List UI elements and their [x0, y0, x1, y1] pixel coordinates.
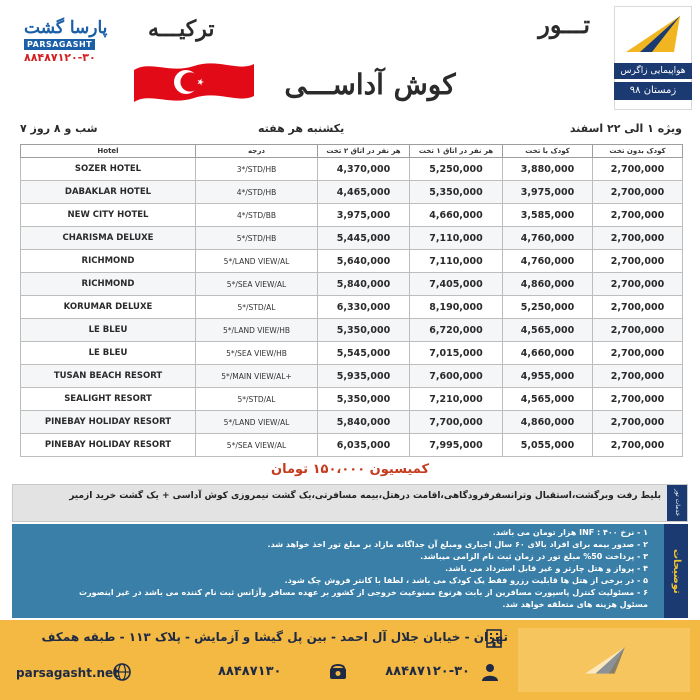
services-tag: خدمات تور	[667, 485, 687, 521]
price-child-nobed: 2,700,000	[593, 342, 683, 365]
hotel-grade: 5*/SEA VIEW/AL	[196, 434, 318, 457]
price-child-bed: 4,760,000	[503, 227, 593, 250]
airline-logo-icon	[580, 644, 630, 678]
table-row	[21, 388, 683, 411]
hotel-grade: 5*/LAND VIEW/AL	[196, 411, 318, 434]
price-double: 5,640,000	[318, 250, 410, 273]
table-row	[21, 158, 683, 181]
notes-tag: توضیحات	[664, 524, 688, 618]
hotel-name: PINEBAY HOLIDAY RESORT	[21, 434, 196, 457]
hotel-name: SEALIGHT RESORT	[21, 388, 196, 411]
price-child-bed: 3,585,000	[503, 204, 593, 227]
price-single: 5,350,000	[410, 181, 503, 204]
price-child-nobed: 2,700,000	[593, 227, 683, 250]
airline-logo-icon	[622, 12, 684, 58]
price-child-bed: 4,565,000	[503, 319, 593, 342]
price-child-nobed: 2,700,000	[593, 158, 683, 181]
price-double: 5,840,000	[318, 411, 410, 434]
table-row	[21, 204, 683, 227]
price-child-nobed: 2,700,000	[593, 319, 683, 342]
price-child-nobed: 2,700,000	[593, 434, 683, 457]
table-header-row	[21, 145, 683, 158]
price-single: 7,110,000	[410, 250, 503, 273]
phone-icon	[328, 662, 348, 682]
price-child-nobed: 2,700,000	[593, 296, 683, 319]
price-double: 5,935,000	[318, 365, 410, 388]
season-label: زمستان ۹۸	[614, 82, 692, 100]
note-item: ۳ - پرداخت 50% مبلغ تور در زمان ثبت نام الزامی میباشد.	[420, 552, 648, 561]
hotel-name: TUSAN BEACH RESORT	[21, 365, 196, 388]
table-row	[21, 227, 683, 250]
table-row	[21, 365, 683, 388]
services-text: بلیط رفت وبرگشت،استقبال وترانسفرفرودگاهی،اقامت درهتل،بیمه مسافرتی،یک گشت نیمروزی کوش آداسی + یک گشت خرید ازمیر	[69, 491, 661, 501]
destination-title: کوش آداســـی	[284, 68, 456, 101]
table-row	[21, 273, 683, 296]
price-single: 7,015,000	[410, 342, 503, 365]
price-child-bed: 4,660,000	[503, 342, 593, 365]
price-child-bed: 4,760,000	[503, 250, 593, 273]
hotel-grade: 5*/LAND VIEW/HB	[196, 319, 318, 342]
price-double: 3,975,000	[318, 204, 410, 227]
airline-name: هواپیمایی زاگرس	[614, 63, 692, 79]
table-row	[21, 411, 683, 434]
tour-info-row	[20, 122, 682, 140]
hotel-name: LE BLEU	[21, 342, 196, 365]
tour-duration: ۷ شب و ۸ روز	[20, 122, 98, 135]
price-single: 5,250,000	[410, 158, 503, 181]
hotel-name: CHARISMA DELUXE	[21, 227, 196, 250]
column-header: Hotel	[21, 145, 196, 158]
price-double: 4,370,000	[318, 158, 410, 181]
hotel-grade: 5*/STD/HB	[196, 227, 318, 250]
price-double: 5,545,000	[318, 342, 410, 365]
price-single: 8,190,000	[410, 296, 503, 319]
agency-sub: PARSAGASHT	[24, 39, 95, 50]
price-double: 5,350,000	[318, 319, 410, 342]
note-item: ۵ - در برخی از هتل ها قابلیت رزرو فقط یک کودک می باشد ، لطفا با کانتر فروش چک شود.	[284, 576, 648, 585]
tour-dates: ویژه ۱ الی ۲۲ اسفند	[569, 122, 682, 135]
header	[0, 0, 700, 118]
price-double: 5,840,000	[318, 273, 410, 296]
footer	[0, 620, 700, 700]
price-double: 4,465,000	[318, 181, 410, 204]
hotel-name: KORUMAR DELUXE	[21, 296, 196, 319]
price-single: 7,600,000	[410, 365, 503, 388]
table-row	[21, 181, 683, 204]
price-single: 6,720,000	[410, 319, 503, 342]
turkey-flag-icon	[130, 56, 258, 108]
price-child-nobed: 2,700,000	[593, 273, 683, 296]
notes-list	[48, 527, 648, 611]
price-double: 6,330,000	[318, 296, 410, 319]
hotel-grade: 4*/STD/BB	[196, 204, 318, 227]
column-header: درجه	[196, 145, 318, 158]
hotel-grade: 5*/SEA VIEW/HB	[196, 342, 318, 365]
price-child-bed: 5,250,000	[503, 296, 593, 319]
price-double: 6,035,000	[318, 434, 410, 457]
country-heading: ترکیـــه	[148, 16, 215, 42]
price-child-bed: 4,565,000	[503, 388, 593, 411]
agency-address: تهران - خیابان جلال آل احمد - بین پل گیشا و آزمایش - پلاک ۱۱۳ - طبقه همکف	[41, 630, 508, 644]
table-row	[21, 296, 683, 319]
departure-day: یکشنبه هر هفته	[258, 122, 345, 135]
commission-label: کمیسیون ۱۵۰،۰۰۰ تومان	[270, 462, 430, 477]
price-child-bed: 5,055,000	[503, 434, 593, 457]
price-child-bed: 3,880,000	[503, 158, 593, 181]
agency-logo	[10, 8, 110, 64]
price-single: 7,110,000	[410, 227, 503, 250]
price-single: 7,700,000	[410, 411, 503, 434]
price-single: 7,995,000	[410, 434, 503, 457]
hotel-name: RICHMOND	[21, 273, 196, 296]
hotel-grade: 5*/SEA VIEW/AL	[196, 273, 318, 296]
column-header: هر نفر در اتاق ۱ تخت	[410, 145, 503, 158]
agency-phone: ۸۸۴۸۷۱۲۰-۳۰	[24, 51, 96, 64]
note-item: ۱ - نرخ INF : ۴۰۰ هزار تومان می باشد.	[492, 528, 648, 537]
footer-logo-box	[518, 628, 690, 692]
column-header: کودک با تخت	[503, 145, 593, 158]
hotel-name: LE BLEU	[21, 319, 196, 342]
notes-section	[12, 524, 688, 618]
table-row	[21, 342, 683, 365]
phone-number[interactable]: ۸۸۴۸۷۱۲۰-۳۰	[385, 664, 470, 679]
hotel-name: SOZER HOTEL	[21, 158, 196, 181]
price-double: 5,350,000	[318, 388, 410, 411]
hotel-grade: 5*/STD/AL	[196, 388, 318, 411]
price-child-bed: 4,860,000	[503, 273, 593, 296]
price-child-nobed: 2,700,000	[593, 411, 683, 434]
table-body	[21, 158, 683, 457]
hotel-name: DABAKLAR HOTEL	[21, 181, 196, 204]
note-item: مسئول هزینه های متعلقه خواهد شد.	[502, 600, 648, 609]
alt-phone-number[interactable]: ۸۸۴۸۷۱۳۰	[218, 664, 282, 679]
price-child-nobed: 2,700,000	[593, 250, 683, 273]
column-header: کودک بدون تخت	[593, 145, 683, 158]
services-section	[12, 484, 688, 522]
price-child-nobed: 2,700,000	[593, 204, 683, 227]
note-item: ۶ - مسئولیت کنترل پاسپورت مسافرین از بابت هرنوع ممنوعیت خروجی از کشور بر عهده مسافر وآژانس ثبت نام کننده می باشد در غیر اینصورت	[79, 588, 648, 597]
price-single: 7,405,000	[410, 273, 503, 296]
agency-name: پارسا گشت	[24, 18, 108, 38]
price-single: 4,660,000	[410, 204, 503, 227]
hotel-grade: 5*/STD/AL	[196, 296, 318, 319]
price-single: 7,210,000	[410, 388, 503, 411]
website-link[interactable]: parsagasht.net	[16, 666, 119, 680]
hotel-name: RICHMOND	[21, 250, 196, 273]
hotel-name: NEW CITY HOTEL	[21, 204, 196, 227]
note-item: ۴ - پرواز و هتل چارتر و غیر قابل استرداد می باشد.	[445, 564, 648, 573]
price-double: 5,445,000	[318, 227, 410, 250]
hotel-grade: 3*/STD/HB	[196, 158, 318, 181]
table-row	[21, 434, 683, 457]
hotel-grade: 5*/LAND VIEW/AL	[196, 250, 318, 273]
note-item: ۲ - صدور بیمه برای افراد بالای ۶۰ سال اجباری ومبلغ آن جداگانه مازاد بر مبلغ تور اخذ خواهد شد.	[267, 540, 648, 549]
hotel-grade: 4*/STD/HB	[196, 181, 318, 204]
price-child-bed: 3,975,000	[503, 181, 593, 204]
price-child-nobed: 2,700,000	[593, 388, 683, 411]
price-child-bed: 4,955,000	[503, 365, 593, 388]
person-icon	[480, 662, 500, 682]
price-table	[20, 144, 683, 457]
price-child-nobed: 2,700,000	[593, 365, 683, 388]
column-header: هر نفر در اتاق ۲ تخت	[318, 145, 410, 158]
hotel-grade: 5*/MAIN VIEW/AL+	[196, 365, 318, 388]
price-child-nobed: 2,700,000	[593, 181, 683, 204]
tour-heading: تـــور	[538, 10, 590, 39]
hotel-name: PINEBAY HOLIDAY RESORT	[21, 411, 196, 434]
price-child-bed: 4,860,000	[503, 411, 593, 434]
table-row	[21, 319, 683, 342]
table-row	[21, 250, 683, 273]
